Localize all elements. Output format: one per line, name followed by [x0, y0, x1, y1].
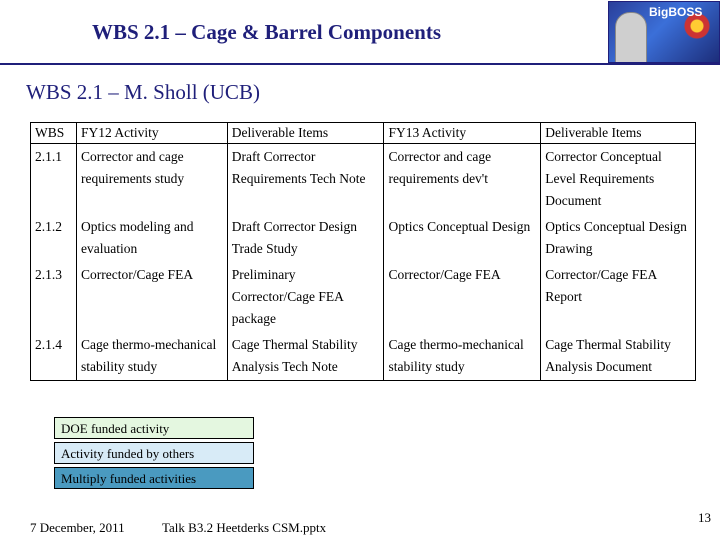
fy12-activity: Cage thermo-mechanical stability study [76, 332, 227, 381]
wbs-number: 2.1.1 [31, 144, 77, 215]
slide-subtitle: WBS 2.1 – M. Sholl (UCB) [26, 80, 260, 104]
table-row [31, 262, 696, 332]
slide-title: WBS 2.1 – Cage & Barrel Components [92, 20, 442, 44]
title-divider [0, 63, 720, 65]
fy12-deliverable: Draft Corrector Requirements Tech Note [227, 144, 384, 215]
telescope-dome-icon [615, 12, 647, 63]
fy12-activity: Corrector and cage requirements study [76, 144, 227, 215]
footer-date: 7 December, 2011 [30, 520, 125, 535]
legend-funded-by-others: Activity funded by others [54, 442, 254, 464]
wbs-table [30, 122, 696, 381]
wbs-number: 2.1.2 [31, 214, 77, 262]
table-header-row [31, 123, 696, 144]
header-fy13-deliverables: Deliverable Items [541, 123, 696, 144]
logo-text: BigBOSS [649, 5, 703, 19]
bigboss-logo [608, 1, 720, 63]
table-row [31, 214, 696, 262]
header-fy12-activity: FY12 Activity [76, 123, 227, 144]
fy13-activity: Corrector and cage requirements dev't [384, 144, 541, 215]
fy12-deliverable: Preliminary Corrector/Cage FEA package [227, 262, 384, 332]
fy13-deliverable: Corrector Conceptual Level Requirements Document [541, 144, 696, 215]
fy12-activity: Optics modeling and evaluation [76, 214, 227, 262]
footer-talk: Talk B3.2 Heetderks CSM.pptx [162, 520, 327, 535]
fy13-activity: Cage thermo-mechanical stability study [384, 332, 541, 381]
table-row [31, 144, 696, 215]
header-fy13-activity: FY13 Activity [384, 123, 541, 144]
fy13-activity: Optics Conceptual Design [384, 214, 541, 262]
fy13-deliverable: Corrector/Cage FEA Report [541, 262, 696, 332]
header-fy12-deliverables: Deliverable Items [227, 123, 384, 144]
header-wbs: WBS [31, 123, 77, 144]
fy12-activity: Corrector/Cage FEA [76, 262, 227, 332]
wbs-number: 2.1.3 [31, 262, 77, 332]
page-number: 13 [698, 510, 711, 525]
fy13-activity: Corrector/Cage FEA [384, 262, 541, 332]
wbs-number: 2.1.4 [31, 332, 77, 381]
table-row [31, 332, 696, 381]
fy12-deliverable: Cage Thermal Stability Analysis Tech Note [227, 332, 384, 381]
legend-multiply-funded: Multiply funded activities [54, 467, 254, 489]
fy12-deliverable: Draft Corrector Design Trade Study [227, 214, 384, 262]
fy13-deliverable: Cage Thermal Stability Analysis Document [541, 332, 696, 381]
fy13-deliverable: Optics Conceptual Design Drawing [541, 214, 696, 262]
legend-doe-funded: DOE funded activity [54, 417, 254, 439]
